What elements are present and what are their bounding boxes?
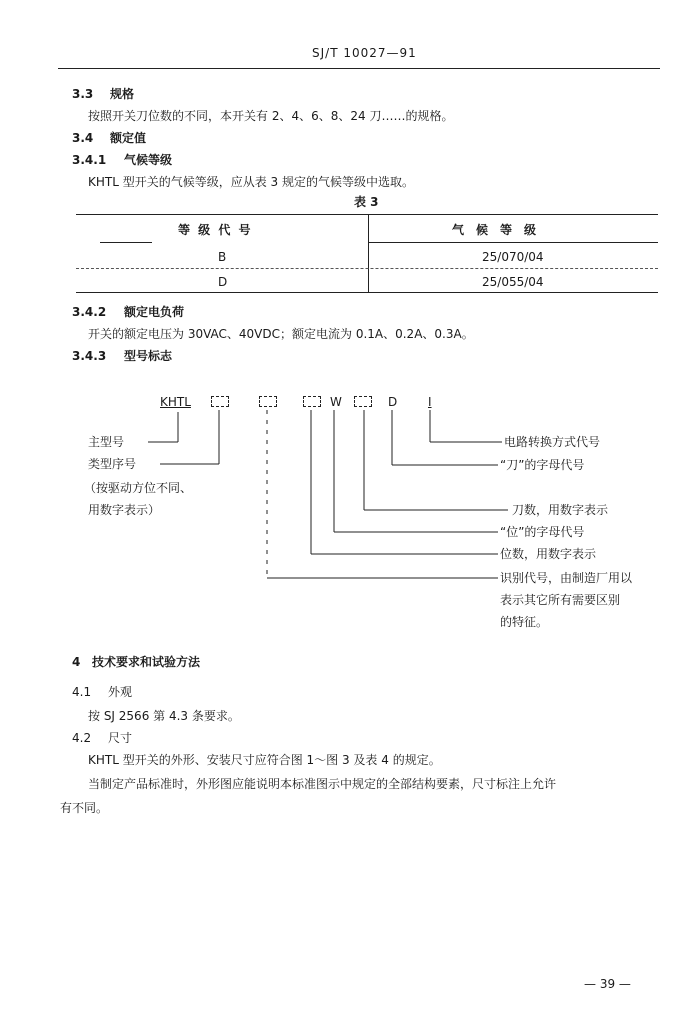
code-w: W — [330, 395, 342, 409]
label-type-note-2: 用数字表示） — [88, 503, 161, 517]
section-4-2-title: 尺寸 — [108, 731, 133, 745]
label-identifier-3: 的特征。 — [500, 615, 549, 629]
section-4-1-number: 4.1 — [72, 685, 92, 699]
section-4-title: 技术要求和试验方法 — [92, 655, 201, 669]
section-3-3-number: 3.3 — [72, 87, 94, 101]
label-position-letter: “位”的字母代号 — [500, 525, 585, 539]
section-4-1-title: 外观 — [108, 685, 133, 699]
table-row-2-code: D — [218, 275, 228, 289]
section-4-number: 4 — [72, 655, 81, 669]
section-3-4-2-title: 额定电负荷 — [124, 305, 185, 319]
section-3-4-2-number: 3.4.2 — [72, 305, 107, 319]
section-3-4-3-number: 3.4.3 — [72, 349, 107, 363]
doc-code: SJ/T 10027—91 — [312, 46, 417, 60]
page-number: — 39 — — [584, 977, 631, 991]
code-d: D — [388, 395, 398, 409]
label-pole-count: 刀数，用数字表示 — [512, 503, 609, 517]
label-identifier-1: 识别代号，由制造厂用以 — [500, 571, 633, 585]
label-type-note-1: （按驱动方位不同、 — [84, 481, 193, 495]
section-4-1-text: 按 SJ 2566 第 4.3 条要求。 — [88, 709, 240, 723]
label-circuit-code: 电路转换方式代号 — [504, 435, 601, 449]
section-4-2-text-3: 有不同。 — [60, 801, 109, 815]
section-3-4-number: 3.4 — [72, 131, 94, 145]
section-3-4-title: 额定值 — [110, 131, 147, 145]
table-row-1-code: B — [218, 250, 227, 264]
table-header-climate: 气 候 等 级 — [452, 223, 537, 237]
code-khtl: KHTL — [160, 395, 191, 409]
section-4-2-text-1: KHTL 型开关的外形、安装尺寸应符合图 1～图 3 及表 4 的规定。 — [88, 753, 441, 767]
table-row-2-grade: 25/055/04 — [482, 275, 544, 289]
table-header-grade-code: 等 级 代 号 — [178, 223, 253, 237]
label-identifier-2: 表示其它所有需要区别 — [500, 593, 621, 607]
section-3-3-text: 按照开关刀位数的不同，本开关有 2、4、6、8、24 刀……的规格。 — [88, 109, 454, 123]
section-4-2-text-2: 当制定产品标准时，外形图应能说明本标准图示中规定的全部结构要素，尺寸标注上允许 — [88, 777, 557, 791]
section-3-4-2-text: 开关的额定电压为 30VAC、40VDC；额定电流为 0.1A、0.2A、0.3A。 — [88, 327, 474, 341]
section-3-3-title: 规格 — [110, 87, 135, 101]
section-3-4-1-title: 气候等级 — [124, 153, 173, 167]
section-3-4-3-title: 型号标志 — [124, 349, 173, 363]
table-caption: 表 3 — [354, 195, 379, 209]
label-main-model: 主型号 — [88, 435, 125, 449]
label-type-number: 类型序号 — [88, 457, 137, 471]
code-i: I — [428, 395, 432, 409]
table-row-1-grade: 25/070/04 — [482, 250, 544, 264]
section-3-4-1-text: KHTL 型开关的气候等级，应从表 3 规定的气候等级中选取。 — [88, 175, 414, 189]
label-pole-letter: “刀”的字母代号 — [500, 458, 585, 472]
section-3-4-1-number: 3.4.1 — [72, 153, 107, 167]
section-4-2-number: 4.2 — [72, 731, 92, 745]
label-position-count: 位数，用数字表示 — [500, 547, 597, 561]
